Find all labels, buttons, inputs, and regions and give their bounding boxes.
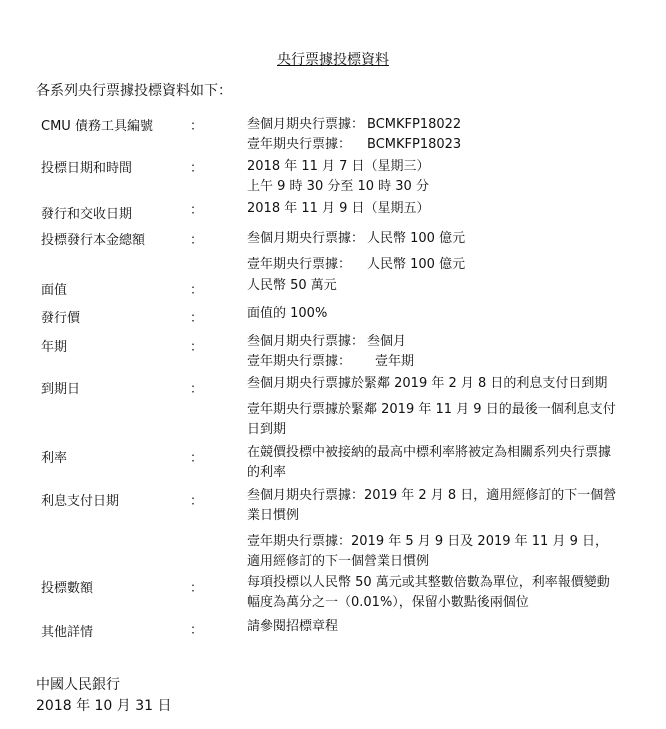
item-value: 人民幣 100 億元 [367, 231, 466, 246]
value-para: 壹年期央行票據於緊鄰 2019 年 11 月 9 日的最後一個利息支付日到期 [247, 402, 616, 437]
row-label: 利率 [41, 451, 68, 466]
value-para: 叁個月期央行票據於緊鄰 2019 年 2 月 8 日的利息支付日到期 [247, 376, 608, 391]
colon: ： [190, 119, 204, 134]
row-label: 到期日 [41, 382, 81, 397]
item-key: 叁個月期央行票據： [247, 231, 365, 246]
value-line: 人民幣 50 萬元 [247, 278, 337, 293]
item-value: BCMKFP18022 [367, 117, 462, 132]
row-label: 投標日期和時間 [41, 161, 133, 176]
row-label: 發行價 [41, 311, 81, 326]
item-key: 壹年期央行票據： [247, 257, 352, 272]
row-value [247, 115, 617, 155]
value-item [247, 135, 617, 155]
row-value [247, 199, 617, 219]
footer-org: 中國人民銀行 [36, 677, 120, 693]
colon: ： [190, 494, 204, 509]
value-para: 每項投標以人民幣 50 萬元或其整數倍數為單位，利率報價變動幅度為萬分之一（0.01%），保留小數點後兩個位 [247, 575, 610, 610]
row-label: CMU 債務工具編號 [41, 119, 153, 134]
value-item [247, 115, 617, 135]
row-label: 發行和交收日期 [41, 207, 133, 222]
value-line: 2018 年 11 月 9 日（星期五） [247, 201, 430, 216]
page-title: 央行票據投標資料 [277, 52, 389, 68]
value-item [247, 352, 617, 372]
row-value [247, 374, 617, 440]
intro-text: 各系列央行票據投標資料如下： [36, 83, 232, 99]
item-key: 壹年期央行票據： [247, 354, 352, 369]
item-value: 人民幣 100 億元 [367, 257, 466, 272]
row-value [247, 486, 617, 572]
value-para: 叁個月期央行票據：2019 年 2 月 8 日，適用經修訂的下一個營業日慣例 [247, 488, 617, 523]
value-line: 面值的 100% [247, 306, 328, 321]
row-label: 投標發行本金總額 [41, 233, 146, 248]
value-para: 在競價投標中被接納的最高中標利率將被定為相關系列央行票據的利率 [247, 445, 612, 480]
colon: ： [190, 581, 204, 596]
colon: ： [190, 451, 204, 466]
value-line: 2018 年 11 月 7 日（星期三） [247, 159, 430, 174]
colon: ： [190, 161, 204, 176]
item-key: 壹年期央行票據： [247, 137, 352, 152]
item-value: 叁個月 [367, 334, 407, 349]
item-key: 叁個月期央行票據： [247, 117, 365, 132]
value-item [247, 255, 617, 275]
item-value: 壹年期 [375, 354, 415, 369]
row-value [247, 443, 617, 483]
colon: ： [190, 283, 204, 298]
row-label: 其他詳情 [41, 625, 94, 640]
row-value [247, 332, 617, 372]
item-key: 叁個月期央行票據： [247, 334, 365, 349]
value-para: 壹年期央行票據：2019 年 5 月 9 日及 2019 年 11 月 9 日，適用經修訂的下一個營業日慣例 [247, 534, 608, 569]
value-item [247, 332, 617, 352]
item-value: BCMKFP18023 [367, 137, 462, 152]
value-item [247, 229, 617, 249]
colon: ： [190, 623, 204, 638]
colon: ： [190, 382, 204, 397]
row-value [247, 617, 617, 637]
row-label: 年期 [41, 340, 68, 355]
value-line: 上午 9 時 30 分至 10 時 30 分 [247, 179, 429, 194]
row-value [247, 276, 617, 296]
colon: ： [190, 311, 204, 326]
row-value [247, 229, 617, 275]
row-label: 投標數額 [41, 581, 94, 596]
row-label: 利息支付日期 [41, 494, 120, 509]
footer-date: 2018 年 10 月 31 日 [36, 698, 172, 714]
colon: ： [190, 203, 204, 218]
colon: ： [190, 340, 204, 355]
value-line: 請參閱招標章程 [247, 619, 339, 634]
row-value [247, 157, 617, 197]
row-value [247, 304, 617, 324]
row-label: 面值 [41, 283, 68, 298]
colon: ： [190, 233, 204, 248]
row-value [247, 573, 617, 613]
